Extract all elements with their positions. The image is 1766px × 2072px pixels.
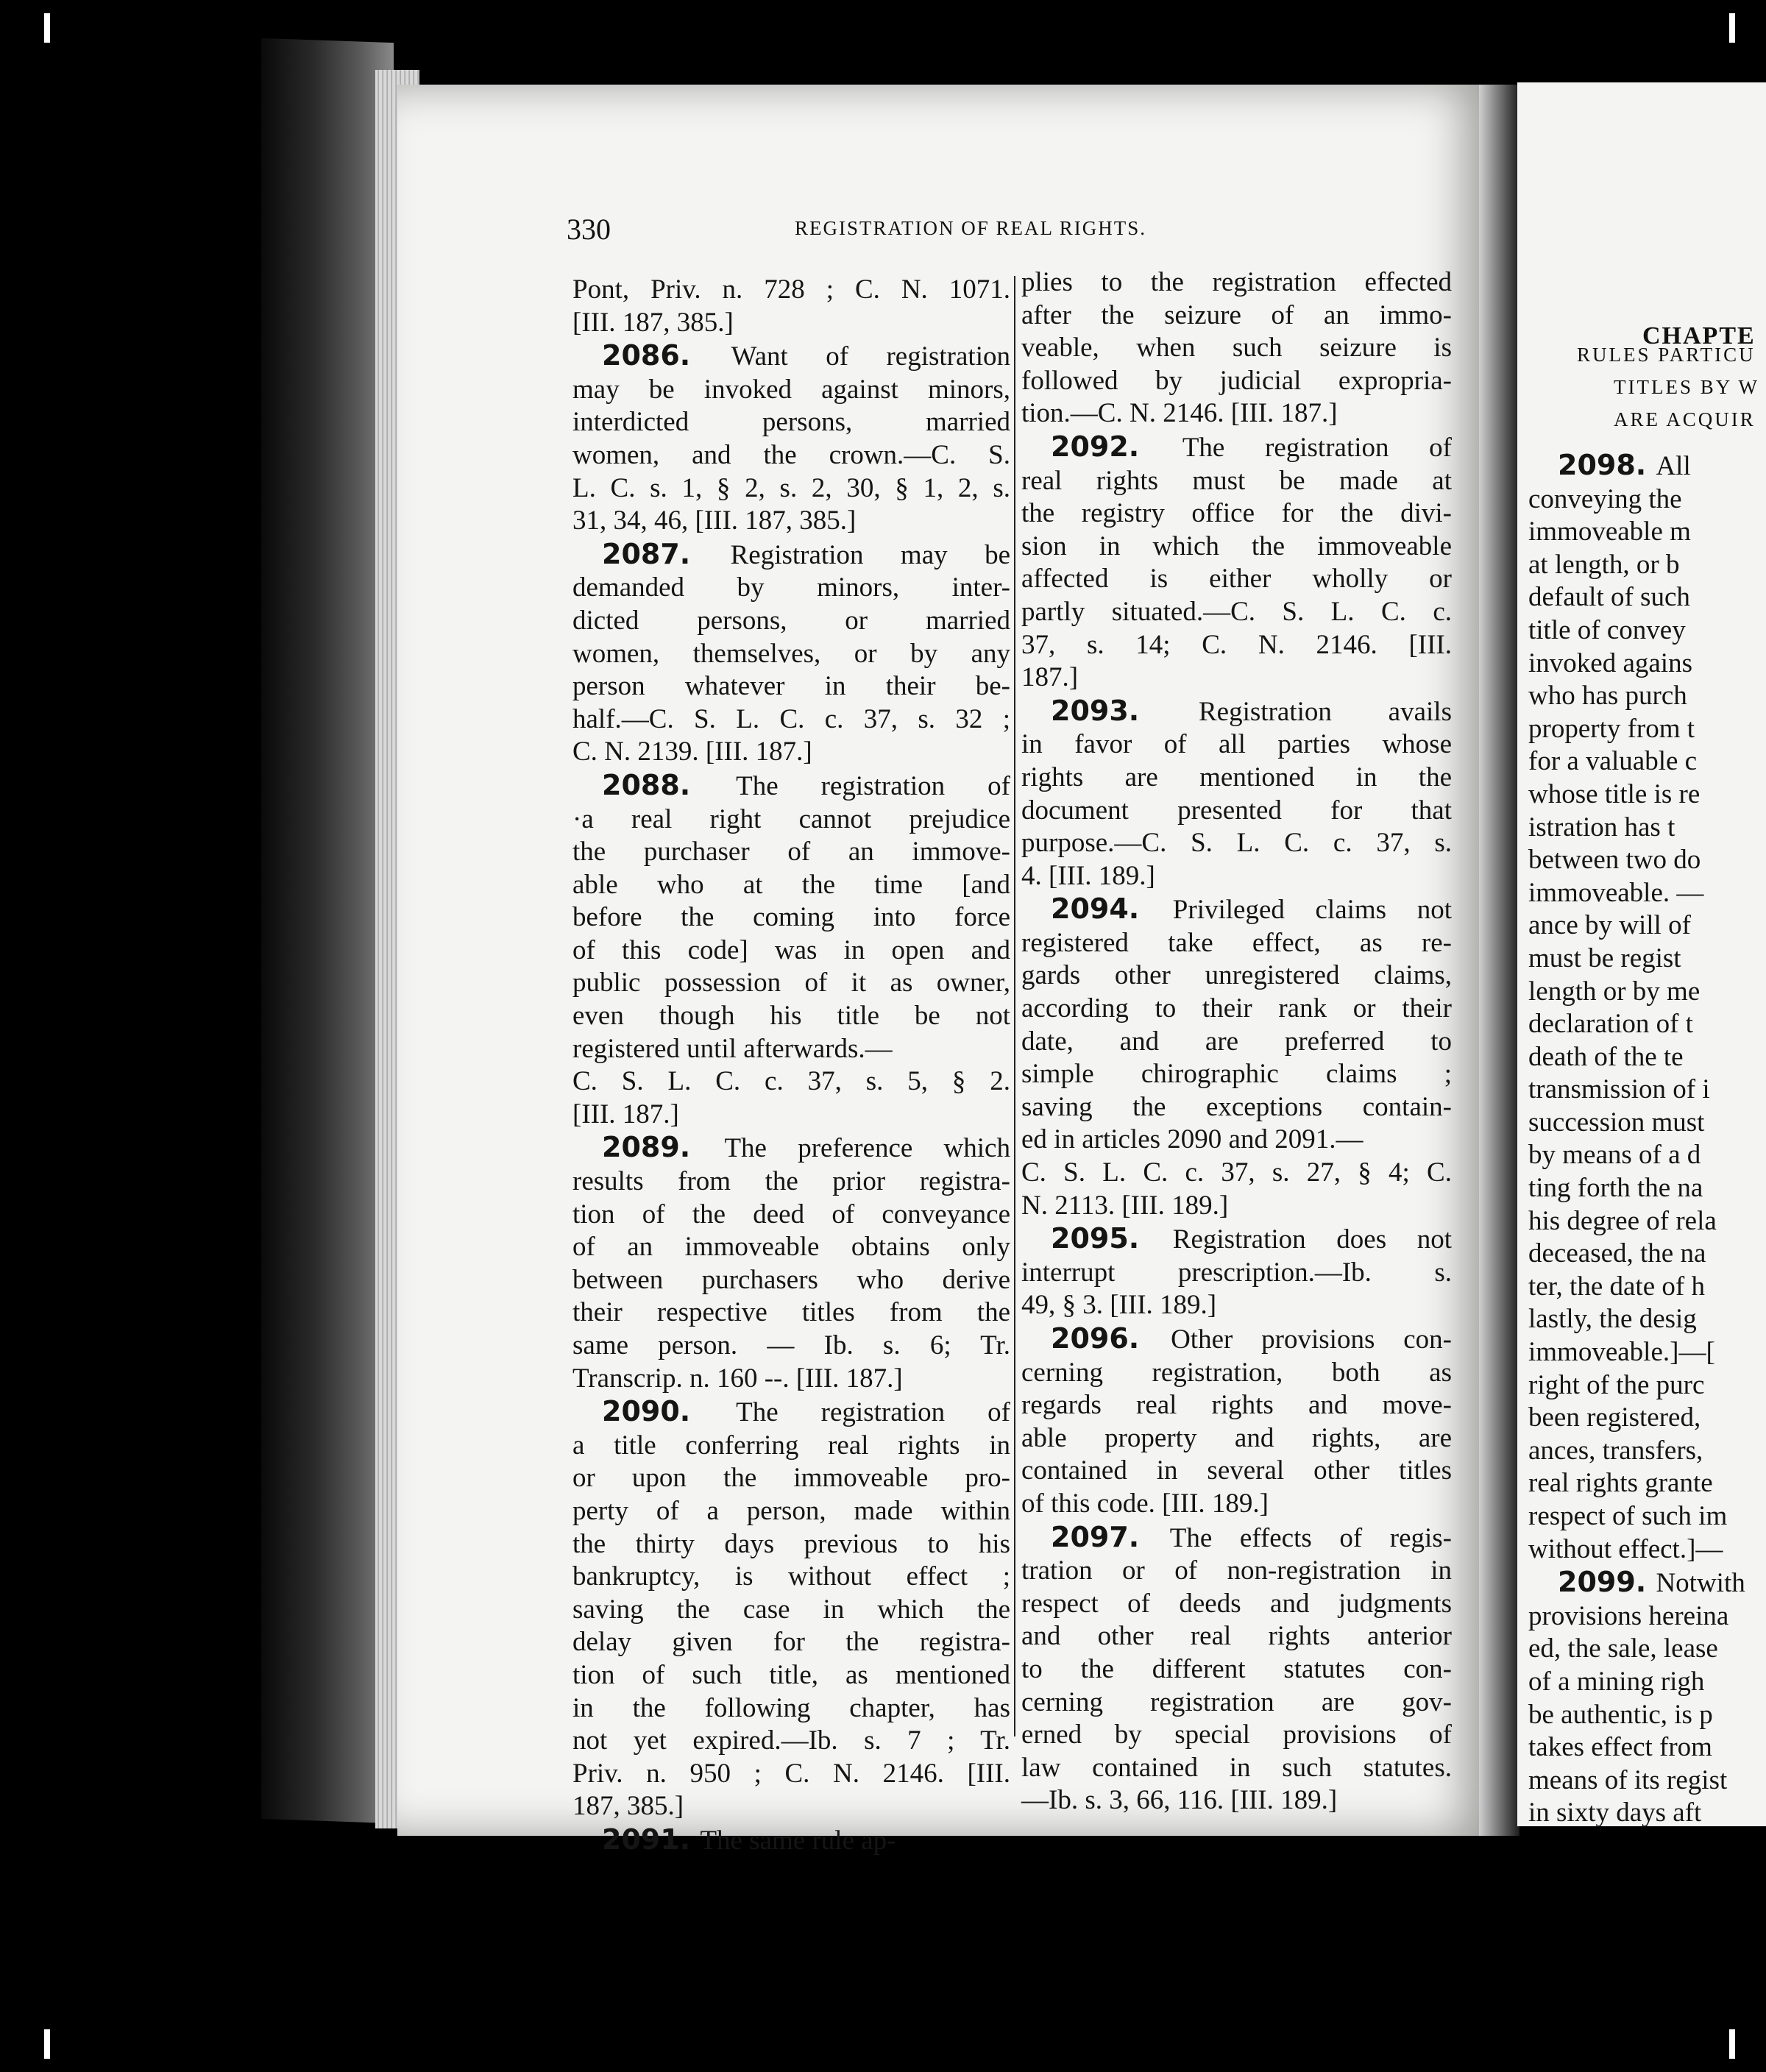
text-line: same person. — Ib. s. 6; Tr. xyxy=(572,1330,1010,1360)
article-text: Other provisions con- xyxy=(1171,1324,1452,1355)
text-line: provisions hereina xyxy=(1528,1600,1729,1631)
text-line: C. S. L. C. c. 37, s. 5, § 2. xyxy=(572,1066,1010,1097)
text-line: right of the purc xyxy=(1528,1369,1705,1400)
text-line xyxy=(572,769,1010,803)
article-number: 2092. xyxy=(1051,430,1182,463)
text-line xyxy=(1528,449,1766,483)
text-line: or upon the immoveable pro- xyxy=(572,1463,1010,1494)
text-line: contained in several other titles xyxy=(1021,1455,1452,1486)
article-text: The preference which xyxy=(724,1133,1010,1164)
text-line: 187, 385.] xyxy=(572,1791,684,1822)
text-line: between two do xyxy=(1528,845,1701,876)
text-line xyxy=(1021,695,1452,729)
text-line: deceased, the na xyxy=(1528,1238,1706,1269)
article-text: The registration of xyxy=(736,1397,1010,1428)
article-text: Privileged claims not xyxy=(1172,895,1452,926)
text-line: by means of a d xyxy=(1528,1140,1701,1171)
text-line: must be regist xyxy=(1528,943,1681,973)
article-number: 2091. xyxy=(602,1823,701,1856)
text-line xyxy=(572,1823,1010,1858)
text-line: able who at the time [and xyxy=(572,869,1010,900)
text-line: tion.—C. N. 2146. [III. 187.] xyxy=(1021,398,1338,429)
book-spine-shadow xyxy=(261,38,394,1823)
text-line: between purchasers who derive xyxy=(572,1264,1010,1295)
text-line: for a valuable c xyxy=(1528,746,1698,777)
text-line: Pont, Priv. n. 728 ; C. N. 1071. xyxy=(572,274,1010,305)
article-number: 2087. xyxy=(602,537,731,570)
rules-heading-line: TITLES BY W xyxy=(1614,376,1759,398)
text-line: simple chirographic claims ; xyxy=(1021,1059,1452,1090)
text-line: person whatever in their be- xyxy=(572,671,1010,702)
right-text-column xyxy=(1528,449,1766,1830)
text-line: Priv. n. 950 ; C. N. 2146. [III. xyxy=(572,1758,1010,1789)
article-number: 2093. xyxy=(1051,694,1199,727)
article-number: 2094. xyxy=(1051,893,1173,926)
text-line: results from the prior registra- xyxy=(572,1166,1010,1197)
article-number: 2089. xyxy=(602,1131,725,1164)
text-line: erned by special provisions of xyxy=(1021,1720,1452,1750)
text-line: cerning registration, both as xyxy=(1021,1357,1452,1388)
text-line: may be invoked against minors, xyxy=(572,374,1010,405)
article-number: 2088. xyxy=(602,768,737,801)
text-line: —Ib. s. 3, 66, 116. [III. 189.] xyxy=(1021,1785,1338,1816)
text-line: takes effect from xyxy=(1528,1732,1712,1763)
text-line: their respective titles from the xyxy=(572,1297,1010,1328)
article-text: The registration of xyxy=(1182,432,1452,463)
article-text: All xyxy=(1656,451,1691,481)
text-line: not yet expired.—Ib. s. 7 ; Tr. xyxy=(572,1725,1010,1756)
text-line xyxy=(1021,1521,1452,1555)
text-line: registered take effect, as re- xyxy=(1021,927,1452,958)
film-mark-bottom-right xyxy=(1729,2029,1735,2059)
text-line: length or by me xyxy=(1528,976,1701,1007)
text-line: ter, the date of h xyxy=(1528,1271,1705,1302)
article-text: The effects of regis- xyxy=(1169,1522,1452,1553)
text-line: the registry office for the divi- xyxy=(1021,498,1452,529)
book-gutter xyxy=(1479,85,1519,1836)
text-line: C. S. L. C. c. 37, s. 27, § 4; C. xyxy=(1021,1157,1452,1188)
rules-heading-line: ARE ACQUIR xyxy=(1614,408,1756,430)
text-line: law contained in such statutes. xyxy=(1021,1752,1452,1783)
text-line: without effect.]— xyxy=(1528,1533,1723,1564)
middle-text-column xyxy=(1021,266,1452,1817)
text-line: real rights must be made at xyxy=(1021,465,1452,496)
text-line: even though his title be not xyxy=(572,1001,1010,1032)
text-line: of this code] was in open and xyxy=(572,934,1010,965)
text-line: who has purch xyxy=(1528,681,1687,712)
text-line: women, themselves, or by any xyxy=(572,638,1010,669)
text-line: ances, transfers, xyxy=(1528,1435,1703,1466)
text-line: ance by will of xyxy=(1528,910,1691,941)
text-line: before the coming into force xyxy=(572,902,1010,933)
text-line: C. N. 2139. [III. 187.] xyxy=(572,737,812,767)
article-number: 2095. xyxy=(1051,1222,1173,1255)
text-line: immoveable m xyxy=(1528,517,1691,547)
text-line: tion of such title, as mentioned xyxy=(572,1659,1010,1690)
text-line: to the different statutes con- xyxy=(1021,1653,1452,1684)
text-line: real rights grante xyxy=(1528,1468,1713,1499)
text-line: Transcrip. n. 160 --. [III. 187.] xyxy=(572,1363,903,1394)
text-line: whose title is re xyxy=(1528,778,1701,809)
text-line: saving the exceptions contain- xyxy=(1021,1091,1452,1122)
text-line: rights are mentioned in the xyxy=(1021,762,1452,792)
article-number: 2086. xyxy=(602,339,731,372)
text-line: interrupt prescription.—Ib. s. xyxy=(1021,1257,1452,1288)
text-line xyxy=(572,538,1010,572)
rules-heading-line: RULES PARTICU xyxy=(1577,344,1756,366)
text-line xyxy=(1021,1322,1452,1357)
article-text: Want of registration xyxy=(731,341,1010,372)
text-line: respect of deeds and judgments xyxy=(1021,1588,1452,1619)
text-line xyxy=(572,339,1010,374)
text-line: half.—C. S. L. C. c. 37, s. 32 ; xyxy=(572,703,1010,734)
text-line xyxy=(1021,430,1452,465)
text-line: of a mining righ xyxy=(1528,1666,1705,1697)
text-line: date, and are preferred to xyxy=(1021,1026,1452,1057)
text-line: able property and rights, are xyxy=(1021,1422,1452,1453)
text-line: default of such xyxy=(1528,582,1690,613)
text-line: be authentic, is p xyxy=(1528,1699,1713,1730)
text-line: at length, or b xyxy=(1528,549,1680,580)
text-line: ed in articles 2090 and 2091.— xyxy=(1021,1124,1363,1155)
text-line: document presented for that xyxy=(1021,795,1452,826)
text-line: immoveable.]—[ xyxy=(1528,1337,1715,1368)
article-text: Registration avails xyxy=(1199,696,1452,727)
text-line: ·a real right cannot prejudice xyxy=(572,803,1010,834)
text-line: dicted persons, or married xyxy=(572,605,1010,636)
text-line: 4. [III. 189.] xyxy=(1021,860,1155,891)
text-line: istration has t xyxy=(1528,812,1675,842)
text-line: veable, when such seizure is xyxy=(1021,333,1452,363)
text-line: sion in which the immoveable xyxy=(1021,531,1452,561)
text-line: the purchaser of an immove- xyxy=(572,837,1010,868)
text-line: gards other unregistered claims, xyxy=(1021,960,1452,991)
article-number: 2090. xyxy=(602,1395,737,1428)
text-line: a title conferring real rights in xyxy=(572,1430,1010,1461)
text-line: in favor of all parties whose xyxy=(1021,729,1452,760)
text-line: women, and the crown.—C. S. xyxy=(572,439,1010,470)
text-line: lastly, the desig xyxy=(1528,1304,1697,1335)
text-line: death of the te xyxy=(1528,1041,1684,1072)
text-line: in sixty days aft xyxy=(1528,1798,1702,1828)
text-line: declaration of t xyxy=(1528,1009,1693,1040)
text-line: been registered, xyxy=(1528,1402,1701,1433)
text-line: regards real rights and move- xyxy=(1021,1390,1452,1421)
text-line xyxy=(572,1131,1010,1166)
text-line: cerning registration are gov- xyxy=(1021,1686,1452,1717)
text-line: tration or of non-registration in xyxy=(1021,1555,1452,1586)
article-text: Registration does not xyxy=(1172,1224,1452,1255)
text-line: in the following chapter, has xyxy=(572,1692,1010,1723)
article-text: Notwith xyxy=(1656,1568,1745,1599)
film-mark-bottom xyxy=(44,2029,50,2059)
text-line: [III. 187.] xyxy=(572,1099,679,1129)
text-line: 31, 34, 46, [III. 187, 385.] xyxy=(572,505,857,536)
text-line: according to their rank or their xyxy=(1021,993,1452,1024)
article-number: 2099. xyxy=(1558,1566,1656,1599)
text-line: tion of the deed of conveyance xyxy=(572,1199,1010,1230)
text-line xyxy=(572,1395,1010,1430)
column-divider xyxy=(1014,276,1015,1736)
article-number: 2096. xyxy=(1051,1322,1171,1355)
text-line: plies to the registration effected xyxy=(1021,267,1452,297)
article-number: 2097. xyxy=(1051,1520,1170,1553)
page-number: 330 xyxy=(567,213,611,246)
text-line: delay given for the registra- xyxy=(572,1627,1010,1658)
film-mark-top-right xyxy=(1729,13,1735,43)
text-line: ting forth the na xyxy=(1528,1173,1703,1204)
text-line: [III. 187, 385.] xyxy=(572,307,734,338)
text-line: saving the case in which the xyxy=(572,1594,1010,1625)
text-line: his degree of rela xyxy=(1528,1205,1717,1236)
text-line: the thirty days previous to his xyxy=(572,1528,1010,1559)
text-line xyxy=(1021,1222,1452,1257)
text-line: and other real rights anterior xyxy=(1021,1621,1452,1652)
text-line xyxy=(1021,893,1452,927)
text-line: conveying the xyxy=(1528,483,1682,514)
text-line: 187.] xyxy=(1021,662,1079,693)
text-line: partly situated.—C. S. L. C. c. xyxy=(1021,596,1452,627)
chapter-heading: CHAPTE xyxy=(1642,322,1756,350)
text-line: property from t xyxy=(1528,713,1695,744)
article-text: Registration may be xyxy=(730,539,1010,570)
text-line: perty of a person, made within xyxy=(572,1495,1010,1526)
text-line: affected is either wholly or xyxy=(1021,564,1452,595)
text-line xyxy=(1528,1566,1766,1600)
text-line: title of convey xyxy=(1528,614,1686,645)
rules-heading xyxy=(1577,338,1766,436)
text-line: public possession of it as owner, xyxy=(572,968,1010,998)
text-line: 49, § 3. [III. 189.] xyxy=(1021,1290,1217,1321)
film-mark-top xyxy=(44,13,50,43)
text-line: after the seizure of an immo- xyxy=(1021,299,1452,330)
text-line: registered until afterwards.— xyxy=(572,1033,893,1064)
text-line: transmission of i xyxy=(1528,1074,1710,1105)
left-text-column xyxy=(572,274,1010,1858)
text-line: purpose.—C. S. L. C. c. 37, s. xyxy=(1021,828,1452,859)
text-line: of this code. [III. 189.] xyxy=(1021,1488,1269,1519)
running-title: REGISTRATION OF REAL RIGHTS. xyxy=(795,217,1147,239)
text-line: bankruptcy, is without effect ; xyxy=(572,1561,1010,1592)
text-line: invoked agains xyxy=(1528,648,1692,678)
text-line: respect of such im xyxy=(1528,1501,1728,1531)
article-number: 2098. xyxy=(1558,449,1656,481)
text-line: N. 2113. [III. 189.] xyxy=(1021,1190,1229,1221)
text-line: of an immoveable obtains only xyxy=(572,1232,1010,1263)
text-line: ed, the sale, lease xyxy=(1528,1633,1718,1664)
text-line: 37, s. 14; C. N. 2146. [III. xyxy=(1021,629,1452,660)
article-text: The same rule ap- xyxy=(700,1825,896,1856)
text-line: L. C. s. 1, § 2, s. 2, 30, § 1, 2, s. xyxy=(572,472,1010,503)
text-line: immoveable. — xyxy=(1528,877,1704,908)
text-line: demanded by minors, inter- xyxy=(572,572,1010,603)
text-line: followed by judicial expropria- xyxy=(1021,365,1452,396)
article-text: The registration of xyxy=(736,770,1010,801)
text-line: means of its regist xyxy=(1528,1764,1728,1795)
text-line: interdicted persons, married xyxy=(572,407,1010,438)
text-line: succession must xyxy=(1528,1107,1705,1138)
